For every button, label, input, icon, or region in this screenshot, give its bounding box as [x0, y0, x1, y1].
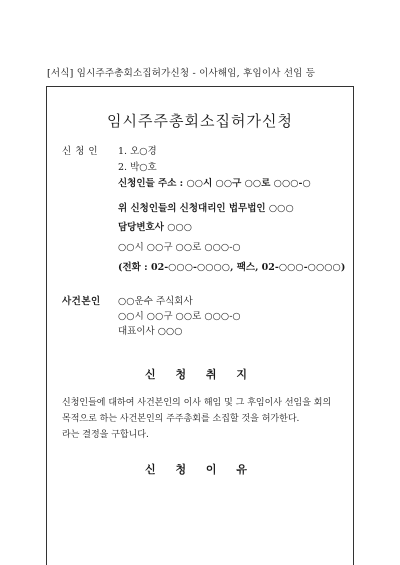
principal-company: ○○운수 주식회사 — [118, 296, 193, 307]
purpose-line-3: 라는 결정을 구합니다. — [62, 430, 149, 440]
agent-lawyer: 담당변호사 ○○○ — [118, 222, 193, 233]
principal-address: ○○시 ○○구 ○○로 ○○○-○ — [118, 311, 241, 322]
applicant-1: 1. 오○경 — [118, 146, 157, 157]
agent-firm: 위 신청인들의 신청대리인 법무법인 ○○○ — [118, 203, 294, 214]
principal-label: 사건본인 — [62, 296, 101, 307]
principal-ceo: 대표이사 ○○○ — [118, 326, 183, 337]
form-header: [서식] 임시주주총회소집허가신청 - 이사해임, 후임이사 선임 등 — [47, 68, 316, 79]
agent-contact: (전화 : 02-○○○-○○○○, 팩스, 02-○○○-○○○○) — [118, 262, 346, 273]
purpose-line-2: 목적으로 하는 사건본인의 주주총회를 소집할 것을 허가한다. — [62, 414, 300, 424]
document-title: 임시주주총회소집허가신청 — [107, 112, 293, 130]
reason-title: 신 청 이 유 — [145, 463, 255, 476]
agent-address: ○○시 ○○구 ○○로 ○○○-○ — [118, 242, 241, 253]
applicant-label: 신 청 인 — [62, 146, 99, 157]
applicant-2: 2. 박○호 — [118, 162, 157, 173]
purpose-title: 신 청 취 지 — [145, 368, 255, 381]
applicant-address: 신청인들 주소 : ○○시 ○○구 ○○로 ○○○-○ — [118, 178, 311, 189]
purpose-line-1: 신청인들에 대하여 사건본인의 이사 해임 및 그 후임이사 선임을 회의 — [62, 398, 332, 408]
